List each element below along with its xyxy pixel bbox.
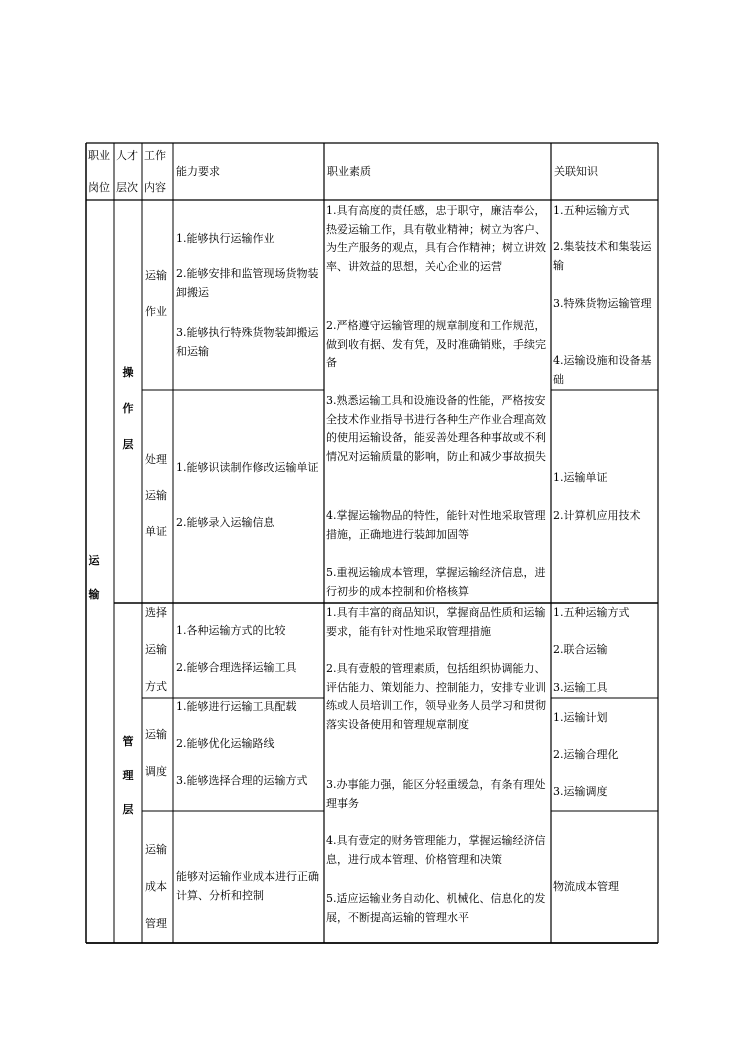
header-quality: 职业素质 [327, 165, 371, 178]
ability-2-1: 1.能够识读制作修改运输单证 [176, 461, 319, 474]
knowledge-5-1: 物流成本管理 [553, 880, 619, 893]
position-label: 运输 [88, 554, 100, 601]
level-operation: 操作层 [122, 366, 134, 451]
ability-1-2: 2.能够安排和监管现场货物装卸搬运 [176, 267, 319, 299]
quality-mg-4: 4.具有壹定的财务管理能力，掌握运输经济信息，进行成本管理、价格管理和决策 [326, 834, 546, 866]
task-2-line1: 处理 [145, 453, 167, 466]
quality-op-2: 2.严格遵守运输管理的规章制度和工作规范，做到收有据、发有凭，及时准确销账，手续完备 [326, 319, 546, 369]
task-1-line1: 运输 [145, 269, 167, 282]
task-5-line1: 运输 [145, 843, 167, 856]
task-2-line3: 单证 [145, 525, 167, 538]
quality-op-3: 3.熟悉运输工具和设施设备的性能，严格按安全技术作业指导书进行各种生产作业合理高效的使用运输设备，能妥善处理各种事故或不利情况对运输质量的影响，防止和减少事故损失 [326, 394, 546, 463]
knowledge-4-1: 1.运输计划 [553, 711, 608, 724]
knowledge-1-1: 1.五种运输方式 [553, 204, 630, 217]
knowledge-3-1: 1.五种运输方式 [553, 606, 630, 619]
knowledge-3-2: 2.联合运输 [553, 643, 608, 656]
knowledge-1-2: 2.集装技术和集装运输 [553, 240, 652, 272]
knowledge-2-2: 2.计算机应用技术 [553, 509, 641, 522]
ability-3-1: 1.各种运输方式的比较 [176, 624, 286, 637]
quality-op-1: 1.具有高度的责任感，忠于职守，廉洁奉公，热爱运输工作，具有敬业精神；树立为客户、为生产服务的观点，具有合作精神；树立讲效率、讲效益的思想，关心企业的运营 [326, 204, 546, 273]
header-level-line1: 人才 [116, 149, 138, 162]
quality-op-5: 5.重视运输成本管理，掌握运输经济信息，进行初步的成本控制和价格核算 [326, 566, 546, 598]
quality-mg-3: 3.办事能力强，能区分轻重缓急，有条有理处理事务 [326, 778, 546, 810]
ability-4-1: 1.能够进行运输工具配载 [176, 700, 297, 713]
header-level-line2: 层次 [116, 181, 138, 194]
ability-4-2: 2.能够优化运输路线 [176, 737, 275, 750]
header-position-line1: 职业 [88, 149, 110, 162]
knowledge-2-1: 1.运输单证 [553, 471, 608, 484]
ability-2-2: 2.能够录入运输信息 [176, 516, 275, 529]
quality-op-4: 4.掌握运输物品的特性，能针对性地采取管理措施，正确地进行装卸加固等 [326, 509, 546, 541]
ability-1-1: 1.能够执行运输作业 [176, 232, 275, 245]
header-task-line2: 内容 [144, 181, 166, 194]
knowledge-1-4: 4.运输设施和设备基础 [553, 354, 652, 386]
ability-4-3: 3.能够选择合理的运输方式 [176, 774, 308, 787]
header-position-line2: 岗位 [88, 181, 110, 194]
task-4-line2: 调度 [145, 765, 167, 778]
knowledge-3-3: 3.运输工具 [553, 681, 608, 694]
level-management: 管理层 [122, 735, 134, 816]
knowledge-4-3: 3.运输调度 [553, 785, 608, 798]
task-3-line1: 选择 [145, 606, 167, 619]
header-ability: 能力要求 [176, 165, 220, 178]
task-5-line2: 成本 [145, 880, 167, 893]
header-knowledge: 关联知识 [554, 165, 598, 178]
ability-3-2: 2.能够合理选择运输工具 [176, 661, 297, 674]
header-task-line1: 工作 [144, 149, 166, 162]
ability-1-3: 3.能够执行特殊货物装卸搬运和运输 [176, 326, 319, 358]
knowledge-4-2: 2.运输合理化 [553, 748, 619, 761]
task-3-line2: 运输 [145, 643, 167, 656]
task-1-line2: 作业 [145, 305, 167, 318]
task-3-line3: 方式 [145, 680, 167, 693]
quality-mg-1: 1.具有丰富的商品知识，掌握商品性质和运输要求，能有针对性地采取管理措施 [326, 606, 546, 638]
quality-mg-5: 5.适应运输业务自动化、机械化、信息化的发展，不断提高运输的管理水平 [326, 892, 546, 924]
knowledge-1-3: 3.特殊货物运输管理 [553, 297, 652, 310]
quality-mg-2: 2.具有壹般的管理素质，包括组织协调能力、评估能力、策划能力、控制能力，安排专业训练或人员培训工作，领导业务人员学习和贯彻落实设备使用和管理规章制度 [326, 662, 546, 731]
task-5-line3: 管理 [145, 917, 167, 930]
ability-5-1: 能够对运输作业成本进行正确计算、分析和控制 [176, 870, 319, 902]
task-4-line1: 运输 [145, 728, 167, 741]
task-2-line2: 运输 [145, 489, 167, 502]
